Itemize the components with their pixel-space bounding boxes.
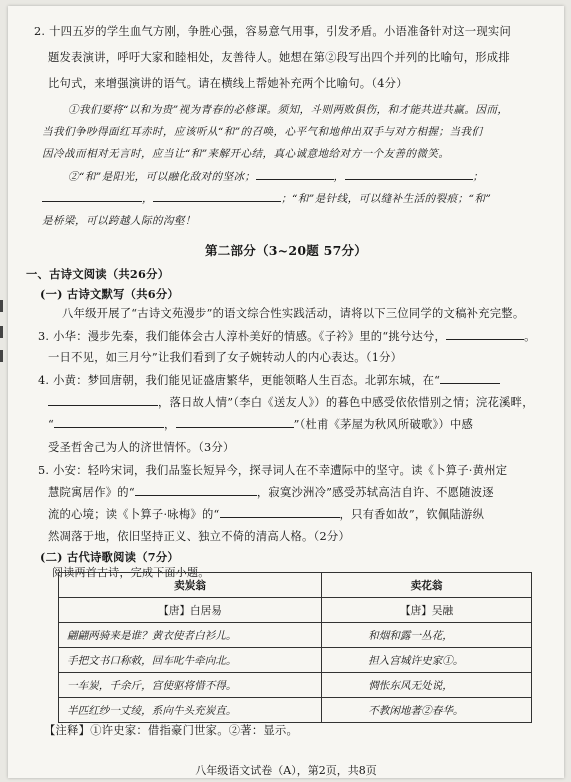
- poem-right-author: 【唐】吴融: [322, 598, 532, 623]
- reading-intro: 阅读两首古诗，完成下面小题。: [52, 566, 210, 579]
- q3-period: 。: [524, 330, 536, 343]
- poem-left-line-3: 一车炭，千余斤，宫使驱将惜不得。: [59, 673, 322, 698]
- q4-text-2: ，落日故人情”（李白《送友人》）的暮色中感受依依惜别之情；浣花溪畔，: [158, 396, 534, 409]
- q4-quote-open: “: [48, 418, 55, 431]
- q4-text-3: ”（杜甫《茅屋为秋风所破歌》）中感: [293, 418, 474, 431]
- q5-answer-blank-2[interactable]: [220, 507, 340, 518]
- annotation-note: 【注释】①许史家：借指豪门世家。②著：显示。: [44, 724, 299, 737]
- section1-heading: 一、古诗文阅读（共26分）: [26, 267, 170, 281]
- q5-text-2b: ，寂寞沙洲冷”感受苏轼高洁自许、不愿随波逐: [256, 486, 494, 499]
- q5-line2: [48, 484, 494, 500]
- q4-answer-blank-1a[interactable]: [440, 373, 500, 384]
- answer-blank-2a[interactable]: [42, 191, 142, 202]
- q4-line3: [48, 416, 473, 432]
- binding-mark: [0, 300, 3, 312]
- q4-answer-blank-1b[interactable]: [48, 395, 158, 406]
- q4-answer-blank-2[interactable]: [54, 417, 164, 428]
- q4-line4: 受圣哲舍己为人的济世情怀。（3分）: [48, 441, 235, 454]
- part2-title: 第二部分（3~20题 57分）: [204, 243, 368, 258]
- q4-line1: [38, 372, 500, 388]
- answer-blank-1b[interactable]: [345, 169, 473, 180]
- q5-text-2a: 慧院寓居作》的“: [48, 486, 135, 499]
- exam-page: [8, 6, 564, 778]
- q5-text-3a: 流的心境；读《卜算子·咏梅》的“: [48, 508, 220, 521]
- q5-line3: [48, 506, 484, 522]
- q2-separator-semicolon-1: ；: [472, 171, 484, 183]
- q5-answer-blank-1[interactable]: [135, 485, 257, 496]
- answer-blank-2b[interactable]: [153, 191, 281, 202]
- poem-right-line-3: 惆怅东风无处说，: [322, 673, 532, 698]
- q2-passage-p2-line2: [42, 191, 491, 206]
- q2-separator-comma-2: ，: [142, 193, 153, 205]
- q2-passage-p2-start: ②“和”是阳光，可以融化敌对的坚冰；: [68, 171, 256, 183]
- q4-comma: ，: [164, 418, 176, 431]
- poem-right-title: 卖花翁: [322, 573, 532, 598]
- poem-right-line-4: 不教闲地著②春华。: [322, 698, 532, 723]
- poems-table: [58, 572, 532, 723]
- q2-passage-line2: 当我们争吵得面红耳赤时，应该听从“和”的召唤，心平气和地伸出双手与对方相握；当我们: [42, 126, 483, 138]
- q2-passage-line3: 因冷战而相对无言时，应当让“和”来解开心结，真心诚意地给对方一个友善的微笑。: [42, 148, 450, 160]
- poem-left-author: 【唐】白居易: [59, 598, 322, 623]
- binding-mark: [0, 326, 3, 338]
- q3-answer-blank[interactable]: [446, 329, 524, 340]
- q5-text-3b: ，只有香如故”，钦佩陆游纵: [339, 508, 485, 521]
- poem-left-title: 卖炭翁: [59, 573, 322, 598]
- poem-left-line-1: 翩翩两骑来是谁？黄衣使者白衫儿。: [59, 623, 322, 648]
- q5-line1: 5. 小安：轻吟宋词，我们品鉴长短异今，探寻词人在不幸遭际中的坚守。读《卜算子·黄州定: [38, 464, 508, 477]
- q2-passage-line1: ①我们要将“以和为贵”视为青春的必修课。须知，斗则两败俱伤，和才能共进共赢。因而，: [68, 104, 509, 116]
- q3-line1: [38, 328, 536, 344]
- q3-text: 3. 小华：漫步先秦，我们能体会古人淳朴美好的情感。《子衿》里的“挑兮达兮，: [38, 330, 447, 343]
- binding-mark: [0, 350, 3, 362]
- q2-line3: 比句式，来增强演讲的语气。请在横线上帮她补充两个比喻句。（4分）: [48, 77, 408, 90]
- poem-left-line-4: 半匹红纱一丈绫，系向牛头充炭直。: [59, 698, 322, 723]
- poem-left-line-2: 手把文书口称敕，回车叱牛牵向北。: [59, 648, 322, 673]
- subsection1-heading: (一) 古诗文默写（共6分）: [40, 287, 179, 301]
- q5-line4: 然凋落于地，依旧坚持正义、独立不倚的清高人格。（2分）: [48, 530, 351, 543]
- q3-line2: 一日不见，如三月兮”让我们看到了女子婉转动人的内心表达。（1分）: [48, 351, 403, 364]
- q2-line1: 2. 十四五岁的学生血气方刚，争胜心强，容易意气用事，引发矛盾。小语准备针对这一现实问: [34, 25, 511, 38]
- q4-answer-blank-3[interactable]: [176, 417, 294, 428]
- q2-separator-comma-1: ，: [333, 171, 345, 183]
- poem-right-line-2: 担入宫城许史家①。: [322, 648, 532, 673]
- q2-line2: 题发表演讲，呼吁大家和睦相处，友善待人。她想在第②段写出四个并列的比喻句，形成排: [48, 51, 510, 64]
- q2-passage-p2-line1: [68, 169, 484, 184]
- subsection2-heading: (二) 古代诗歌阅读（7分）: [40, 550, 179, 564]
- q4-text: 4. 小黄：梦回唐朝，我们能见证盛唐繁华，更能领略人生百态。北郭东城，在“: [38, 374, 441, 387]
- q2-passage-p2-line3: 是桥梁，可以跨越人际的沟壑！: [42, 215, 196, 227]
- poem-right-line-1: 和烟和露一丛花，: [322, 623, 532, 648]
- page-footer: 八年级语文试卷（A），第2页，共8页: [195, 764, 377, 777]
- activity-intro: 八年级开展了“古诗文苑漫步”的语文综合性实践活动，请将以下三位同学的文稿补充完整。: [62, 307, 525, 320]
- q2-passage-p2-mid: ；“和”是针线，可以缝补生活的裂痕；“和”: [281, 193, 492, 205]
- q4-line2: [48, 394, 534, 410]
- answer-blank-1a[interactable]: [256, 169, 334, 180]
